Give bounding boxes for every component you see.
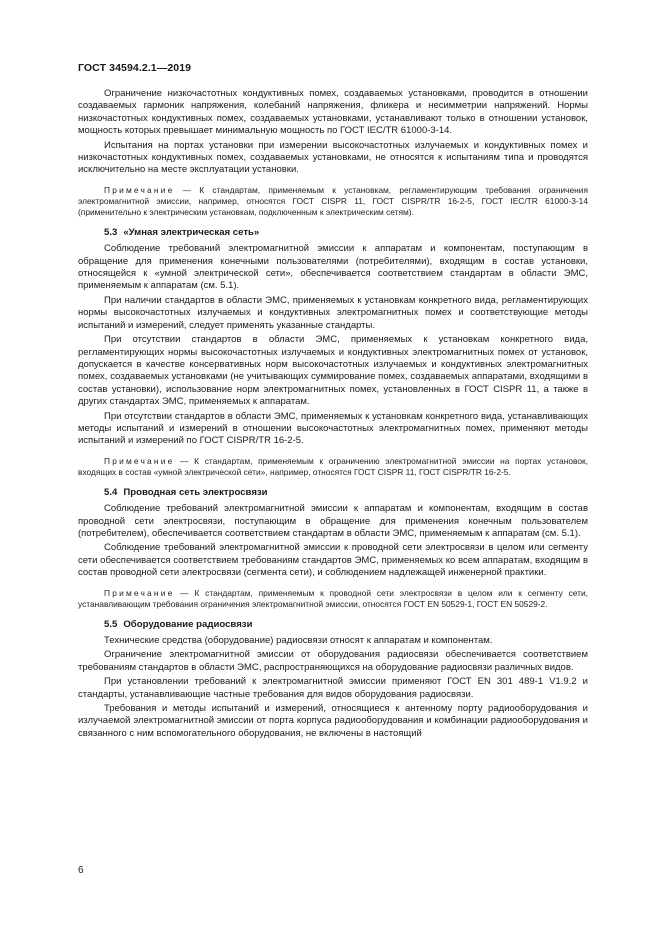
paragraph: При установлении требований к электромагнитной эмиссии применяют ГОСТ EN 301 489-1 V1.9.2 и стандарты, устанавливающие частные требования для видов оборудования радиосвязи. xyxy=(78,676,588,700)
paragraph: Ограничение низкочастотных кондуктивных помех, создаваемых установками, проводится в отношении создаваемых гармоник напряжения, колебаний напряжения, фликера и несимметрии напряжений. Нормы низкочастотных кондуктивных помех, создаваемых установками, устанавливают только в отношении установок, мощность которых превышает минимальную мощность по ГОСТ IEC/TR 61000-3-14. xyxy=(78,88,588,137)
section-heading xyxy=(78,227,588,239)
paragraph: Соблюдение требований электромагнитной эмиссии к аппаратам и компонентам, входящим в состав проводной сети электросвязи, поступающим в обращение для применения конечным пользователем (потребителем), обеспечивается соответствием стандартам в области ЭМС, применяемым к аппаратам (см. 5.1). xyxy=(78,503,588,539)
note-label: Примечание xyxy=(104,455,175,466)
note xyxy=(78,185,588,218)
paragraph: При наличии стандартов в области ЭМС, применяемых к установкам конкретного вида, регламентирующих нормы высокочастотных излучаемых и кондуктивных электромагнитных помех и соответствующие методы испытаний и измерений, следует применять указанные стандарты. xyxy=(78,294,588,331)
paragraph: При отсутствии стандартов в области ЭМС, применяемых к установкам конкретного вида, устанавливающих методы испытаний и измерений в отношении высокочастотных электромагнитных помех, применяют методы испытаний и измерений по ГОСТ CISPR/TR 16-2-5. xyxy=(78,410,588,447)
section-number: 5.4 xyxy=(104,486,118,498)
note xyxy=(78,588,588,610)
note-text: — К стандартам, применяемым к ограничению электромагнитной эмиссии на портах установок, входящих в состав «умной электрической сети», например, относятся ГОСТ CISPR 11, ГОСТ CISPR/TR 16-2-5. xyxy=(78,455,588,477)
section-number: 5.5 xyxy=(104,618,118,630)
section-title: Оборудование радиосвязи xyxy=(123,618,253,630)
section-number: 5.3 xyxy=(104,226,118,238)
paragraph: Соблюдение требований электромагнитной эмиссии к аппаратам и компонентам, поступающим в обращение для применения конечными пользователями (потребителями), входящим в состав установки, относящейся к «умной электрической сети», обеспечивается соответствием стандартам в области ЭМС, применяемым к аппаратам (см. 5.1). xyxy=(78,243,588,292)
section-title: Проводная сеть электросвязи xyxy=(123,486,268,498)
note-label: Примечание xyxy=(104,184,175,195)
note-label: Примечание xyxy=(104,587,175,598)
paragraph: Технические средства (оборудование) радиосвязи относят к аппаратам и компонентам. xyxy=(104,635,493,646)
paragraph: Ограничение электромагнитной эмиссии от оборудования радиосвязи обеспечивается соответствием требованиям стандартов в области ЭМС, распространяющихся на оборудование радиосвязи различных видов. xyxy=(78,649,588,673)
page-content xyxy=(78,88,588,740)
section-heading xyxy=(78,487,588,499)
section-title: «Умная электрическая сеть» xyxy=(123,226,260,238)
section-heading xyxy=(78,619,588,631)
note-text: — К стандартам, применяемым к проводной сети электросвязи в целом или к сегменту сети, устанавливающим требования ограничения электромагнитной эмиссии, относятся ГОСТ EN 50529-1, ГОСТ EN 50529-2. xyxy=(78,587,588,609)
document-code: ГОСТ 34594.2.1—2019 xyxy=(78,62,192,74)
paragraph: Требования и методы испытаний и измерений, относящиеся к антенному порту радиооборудования и излучаемой электромагнитной эмиссии от порта корпуса радиооборудования и комбинации радиооборудования и связанного с ним вспомогательного оборудования, не включены в настоящий xyxy=(78,703,588,739)
page-number: 6 xyxy=(78,865,84,876)
paragraph: Испытания на портах установки при измерении высокочастотных излучаемых и кондуктивных помех и низкочастотных кондуктивных помех, создаваемых установками, не относятся к испытаниям типа и проводятся исключительно на месте эксплуатации установки. xyxy=(78,139,588,176)
paragraph: Соблюдение требований электромагнитной эмиссии к проводной сети электросвязи в целом или сегменту сети обеспечивается соответствием требованиям стандартов ЭМС, применяемых ко всем аппаратам, входящим в состав проводной сети электросвязи (сегмента сети), и соблюдением надлежащей инженерной практики. xyxy=(78,542,588,579)
paragraph: При отсутствии стандартов в области ЭМС, применяемых к установкам конкретного вида, регламентирующих нормы высокочастотных излучаемых и кондуктивных электромагнитных помех от установок, допускается в качестве консервативных норм высокочастотных излучаемых и кондуктивных электромагнитных помех, создаваемых установками (не учитывающих суммирование помех, создаваемых аппаратами, входящими в состав установки), использование норм электромагнитных помех, установленных в ГОСТ CISPR 11, а также в других стандартах ЭМС, применяемых к аппаратам. xyxy=(78,334,588,408)
note xyxy=(78,456,588,478)
note-text: — К стандартам, применяемым к установкам, регламентирующим требования ограничения электромагнитной эмиссии, например, относятся ГОСТ CISPR 11, ГОСТ CISPR/TR 16-2-5, ГОСТ IEC/TR 61000-3-14 (применительно к электрическим установкам, подключенным к электрическим сетям). xyxy=(78,184,588,217)
